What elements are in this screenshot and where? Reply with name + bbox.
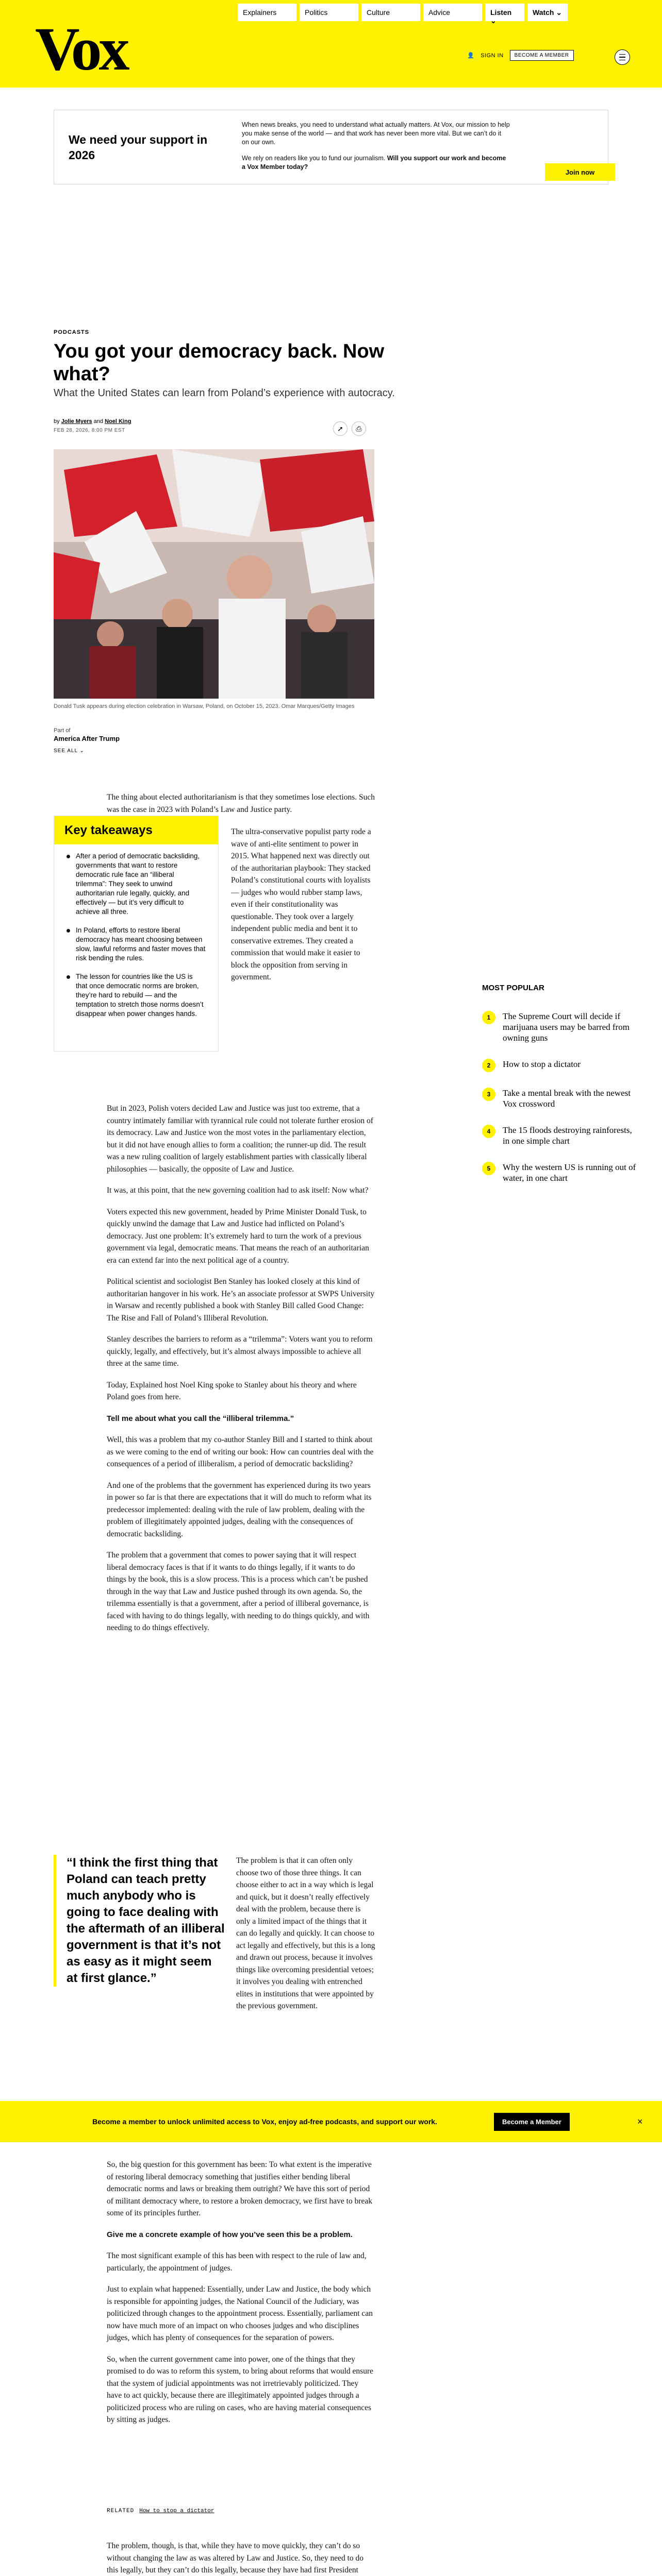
related-link-box [107,2508,214,2514]
chevron-down-icon: ⌄ [490,16,496,25]
support-para-2a: We rely on readers like you to fund our journalism. [242,155,387,162]
site-header [0,0,662,88]
popular-item[interactable] [482,1059,637,1072]
popular-item[interactable] [482,1011,637,1043]
body-paragraph: The most significant example of this has been with respect to the rule of law and, particularly, the appointment of judges. [107,2251,367,2273]
popular-item[interactable] [482,1125,637,1146]
support-para-1: When news breaks, you need to understand what actually matters. At Vox, our mission to help you make sense of the world — and that work has never been more vital. But we can’t do it on our own. [242,121,510,146]
author-link-1[interactable]: Jolie Myers [61,418,92,425]
user-icon: 👤 [467,53,475,59]
close-icon[interactable]: × [637,2116,643,2127]
author-link-2[interactable]: Noel King [105,418,131,425]
listen-label: Listen [490,8,512,16]
interview-question: Give me a concrete example of how you’ve seen this be a problem. [107,2230,353,2239]
share-button[interactable] [333,421,347,436]
interview-question: Tell me about what you call the “illiberal trilemma.” [107,1414,294,1423]
body-paragraph: Voters expected this new government, headed by Prime Minister Donald Tusk, to quickly unwind the damage that Law and Justice had inflicted on Poland’s democracy. Just one problem: It’s extremely hard to turn the work of a previous government via legal, democratic means. That means the reach of an authoritarian era can extend far into the next political age of a country. [107,1207,369,1265]
become-member-banner-button[interactable]: Become a Member [494,2113,570,2131]
popular-rank: 1 [482,1011,495,1024]
related-label: RELATED [107,2508,135,2514]
support-para-2b: Will you support our work and become a Vox Member today? [242,155,506,171]
see-all-label: SEE ALL [54,748,78,754]
banner-text: Become a member to unlock unlimited access to Vox, enjoy ad-free podcasts, and support our work. [92,2117,437,2126]
svg-text:Vox: Vox [35,21,127,78]
body-paragraph: Political scientist and sociologist Ben Stanley has looked closely at this kind of authoritarian hangover in his work. He’s an associate professor at SWPS University in Warsaw and recently published a book with Stanley Bill called Good Change: The Rise and Fall of Poland’s Illiberal Revolution. [107,1277,375,1323]
article-body-2b [107,1103,375,1643]
article-body-4 [107,2159,375,2435]
chevron-down-icon: ⌄ [79,748,85,754]
series-part: Part of [54,727,71,734]
share-icon: ➚ [337,424,343,433]
article-body-5 [107,2540,375,2576]
body-paragraph: The problem is that it can often only choose two of those three things. It can choose either to act in a way which is legal and quick, but it doesn’t really effectively deal with the problem, because there is only a limited impact of the things that it can do legally and quickly. It can choose to act legally and effectively, but this is a long and drawn out process, because it involves things like overcoming presidential vetoes; it involves you dealing with entrenched elites in institutions that were appointed by the previous government. [236,1856,375,2010]
takeaway-item: The lesson for countries like the US is that once democratic norms are broken, they’re hard to rebuild — and the temptation to stretch those norms doesn’t disappear when power changes hands. [67,972,206,1019]
support-para-2 [242,154,510,172]
body-paragraph: And one of the problems that the government has experienced during its two years in power so far is that there are expectations that it will do much to reform what its predecessor implemented: dealing with the rule of law problem, dealing with the problem of illegitimately appointed judges, dealing with the consequences of democratic backsliding. [107,1481,372,1538]
body-paragraph: Just to explain what happened: Essentially, under Law and Justice, the body which is responsible for appointing judges, the National Council of the Judiciary, was politicized through changes to the appointment process. Essentially, parliament can now have much more of an impact on who chooses judges and who disciplines judges, which has plenty of consequences for the separation of powers. [107,2285,373,2342]
nav-politics[interactable]: Politics [300,4,358,21]
popular-rank: 4 [482,1125,495,1138]
join-now-button[interactable]: Join now [545,163,615,181]
body-paragraph: The ultra-conservative populist party rode a wave of anti-elite sentiment to power in 2015. What happened next was directly out of the authoritarian playbook: They stacked Poland’s constitutional courts with loyalists — judges who would rubber stamp laws, even if their constitutionality was questionable. They took over a largely independent public media and bent it to conservative extremes. They created a commission that would make it easier to block the opposition from serving in government. [231,827,371,981]
membership-banner [0,2101,662,2142]
hero-caption: Donald Tusk appears during election celebration in Warsaw, Poland, on October 15, 2023. Omar Marques/Getty Images [54,703,355,709]
byline-and: and [93,418,104,425]
account-nav [467,50,574,61]
hamburger-icon [619,54,625,55]
support-text [242,121,510,179]
series-link[interactable]: America After Trump [54,735,120,742]
body-paragraph: But in 2023, Polish voters decided Law and Justice was just too extreme, that a country intimately familiar with tyrannical rule could not tolerate further erosion of its democracy. Law and Justice won the most votes in the parliamentary election, but it did not have enough allies to form a coalition; the runner-up did. The result was a new ruling coalition of largely establishment parties with classically liberal philosophies — basically, the opposite of Law and Justice. [107,1104,373,1174]
hero-photo [54,449,374,699]
popular-link[interactable]: The 15 floods destroying rainforests, in one simple chart [503,1125,632,1146]
popular-rank: 3 [482,1088,495,1101]
hero-image [54,449,374,699]
gift-icon: ⎙ [356,424,362,433]
related-link[interactable]: How to stop a dictator [139,2508,214,2514]
body-paragraph: The problem, though, is that, while they have to move quickly, they can’t do so without changing the law as was altered by Law and Justice. So, they need to do this legally, but they can’t do this legally, because they have had first President [107,2541,364,2574]
become-member-button[interactable]: BECOME A MEMBER [510,50,574,61]
pull-quote: “I think the first thing that Poland can teach pretty much anybody who is going to face dealing with the aftermath of an illiberal government is that it’s not as easy as it might seem at first glance.” [54,1855,226,1987]
body-paragraph: So, when the current government came into power, one of the things that they promised to do was to reform this system, to bring about reforms that would ensure that the system of judicial appointments was not irretrievably politicized. They have to act quickly, because there are illegitimately appointed judges through a politicized process who are ruling on cases, who are having material consequences by sitting as judges. [107,2354,374,2424]
takeaways-title: Key takeaways [54,816,218,844]
popular-link[interactable]: How to stop a dictator [503,1059,581,1069]
nav-explainers[interactable]: Explainers [238,4,296,21]
popular-link[interactable]: Why the western US is running out of water, in one chart [503,1162,636,1183]
gift-button[interactable] [352,421,366,436]
see-all-link[interactable] [54,748,85,754]
body-paragraph: Stanley describes the barriers to reform as a “trilemma”: Voters want you to reform quickly, legally, and effectively, but it’s almost always impossible to achieve all three at the same time. [107,1335,373,1368]
nav-watch[interactable] [527,4,568,21]
key-takeaways [54,816,219,1052]
body-paragraph: Well, this was a problem that my co-author Stanley Bill and I started to think about as we were coming to the end of writing our book: How can countries deal with the consequences of a period of illiberalism, a period of democratic backsliding? [107,1435,374,1468]
body-paragraph: It was, at this point, that the new governing coalition had to ask itself: Now what? [107,1186,369,1195]
body-paragraph: The problem that a government that comes to power saying that it will respect liberal democracy faces is that if it wants to do things legally, if it wants to do things by the book, this is a slow process. This is a process which can’t be pushed through in the way that Law and Justice pushed through its own agenda. So, the trilemma essentially is that a government, after a period of illiberal governance, is faced with having to do things legally, with needing to do things quickly, and with needing to do things effectively. [107,1551,370,1632]
article-dek: What the United States can learn from Poland’s experience with autocracy. [54,387,395,399]
byline-by: by [54,418,60,425]
watch-label: Watch [533,8,554,16]
popular-rank: 2 [482,1059,495,1072]
nav-advice[interactable]: Advice [423,4,482,21]
article-kicker[interactable]: PODCASTS [54,329,90,335]
hamburger-line [619,57,625,58]
body-paragraph: Today, Explained host Noel King spoke to Stanley about his theory and where Poland goes from here. [107,1380,357,1401]
article-body-3 [236,1855,376,2022]
popular-link[interactable]: Take a mental break with the newest Vox crossword [503,1088,631,1109]
article-title: You got your democracy back. Now what? [54,341,385,385]
popular-item[interactable] [482,1088,637,1109]
top-nav [238,4,568,25]
hamburger-line [619,60,625,61]
popular-rank: 5 [482,1162,495,1175]
vox-logo[interactable] [35,21,155,78]
byline [54,418,131,425]
takeaways-list [54,844,218,1035]
popular-item[interactable] [482,1162,637,1183]
support-title: We need your support in 2026 [69,133,208,162]
body-paragraph: So, the big question for this government has been: To what extent is the imperative of restoring liberal democracy something that justifies either bending liberal democratic norms and laws or breaking them outright? We have this sort of period of militant democracy where, to restore a broken democracy, we first have to break some of its principles further. [107,2160,373,2217]
nav-culture[interactable]: Culture [361,4,420,21]
article-body-2a [231,826,376,993]
popular-link[interactable]: The Supreme Court will decide if marijuana users may be barred from owning guns [503,1011,630,1043]
support-box [54,110,608,184]
sign-in-link[interactable]: SIGN IN [481,52,504,59]
takeaway-item: After a period of democratic backsliding, governments that want to restore democratic rule face an “illiberal trilemma”: They seek to unwind authoritarian rule legally, quickly, and effectively — but it’s very difficult to achieve all three. [67,852,206,917]
most-popular-title: MOST POPULAR [482,984,544,992]
nav-listen[interactable] [485,4,524,25]
publish-date: FEB 28, 2026, 8:00 PM EST [54,428,125,433]
most-popular [482,984,637,1199]
takeaway-item: In Poland, efforts to restore liberal democracy has meant choosing between slow, lawful reforms and faster moves that risk bending the rules. [67,926,206,963]
menu-button[interactable] [615,49,630,65]
chevron-down-icon: ⌄ [556,8,562,16]
body-paragraph: The thing about elected authoritarianism is that they sometimes lose elections. Such was the case in 2023 with Poland’s Law and Justice party. [107,793,375,814]
